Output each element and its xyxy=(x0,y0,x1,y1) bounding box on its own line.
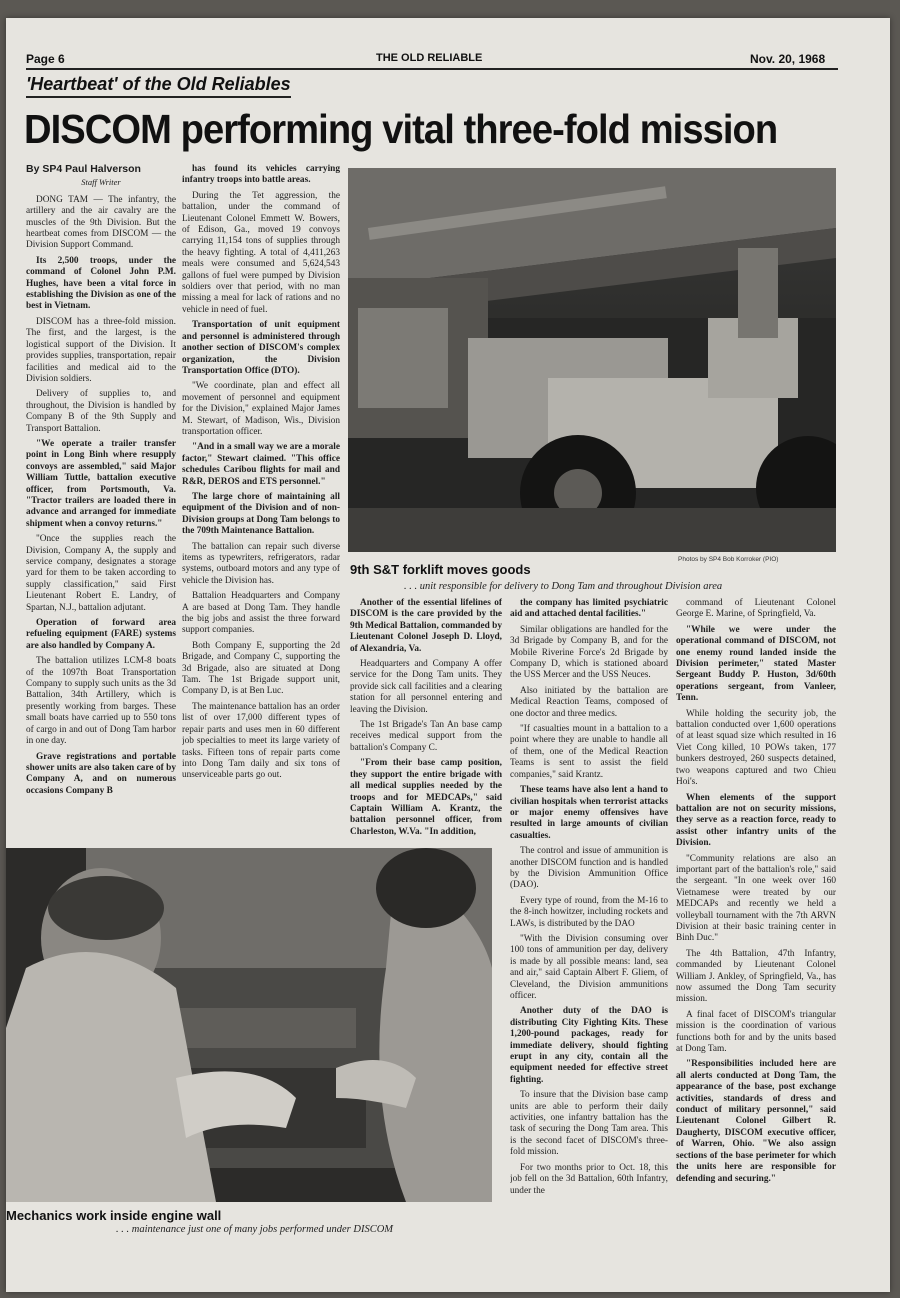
article-paragraph: "We operate a trailer transfer point in Long Binh where resupply convoys are assembled," said Major William Tuttle, battalion executive officer, from Portsmouth, Va. "Tractor trailers are loaded there in advance and arranged for immediate shipment when a convoy returns." xyxy=(26,438,176,529)
issue-date: Nov. 20, 1968 xyxy=(750,52,826,66)
forklift-photo xyxy=(348,168,836,552)
article-paragraph: DONG TAM — The infantry, the artillery and the air cavalry are the muscles of the 9th Division. But the heartbeat comes from DISCOM — the Division Support Command. xyxy=(26,194,176,251)
forklift-image xyxy=(348,168,836,552)
article-paragraph: Delivery of supplies to, and throughout, the Division is handled by Company B of the 9th Supply and Transport Battalion. xyxy=(26,389,176,434)
article-paragraph: The large chore of maintaining all equipment of the Division and of non-Division groups at Dong Tam belongs to the 709th Maintenance Battalion. xyxy=(182,491,340,537)
article-column-4 xyxy=(510,598,668,1268)
header-rule xyxy=(26,68,838,70)
article-paragraph: "Community relations are also an important part of the battalion's role," said the sergeant. "In one week over 160 Vietnamese were treated by our MEDCAPs and recently we held a volleyball tournament with the 7th ARVN Division at their basic training center in Binh Duc." xyxy=(676,853,836,944)
article-paragraph: "Once the supplies reach the Division, Company A, the supply and service company, designates a storage yard for them to be taken according to supply classification," said First Lieutenant Robert E. Landry, of Spartan, N.J., battalion adjutant. xyxy=(26,534,176,613)
article-paragraph: Headquarters and Company A offer service for the Dong Tam units. They provide sick call facilities and a clearing station for all personnel entering and leaving the Division. xyxy=(350,659,502,715)
headline: DISCOM performing vital three-fold mission xyxy=(24,106,778,152)
article-paragraph: For two months prior to Oct. 18, this job fell on the 3d Battalion, 60th Infantry, under the xyxy=(510,1162,668,1196)
article-paragraph: "Responsibilities included here are all alerts conducted at Dong Tam, the appearance of the base, post exchange activities, standards of dress and conduct of military personnel," said Lieutenant Colonel Gilbert R. Daugherty, DISCOM executive officer, of Warren, Ohio. "We also assign sections of the base perimeter for which the units here are responsible for defending and securing." xyxy=(676,1059,836,1184)
article-column-5 xyxy=(676,598,836,1268)
article-paragraph: During the Tet aggression, the battalion, under the command of Lieutenant Colonel Emmett W. Bowers, of Edison, Ga., moved 19 convoys carrying 11,154 tons of supplies through the heavy fighting. A total of 4,411,263 meals were consumed and 5,624,543 gallons of fuel were pumped by Division soldiers over that period, with no man missing a meal for lack of rations and no vehicle in need of fuel. xyxy=(182,190,340,315)
article-paragraph: "And in a small way we are a morale factor," Stewart claimed. "This office schedules Caribou flights for mail and R&R, DEROS and ETS personnel." xyxy=(182,442,340,487)
article-paragraph: A final facet of DISCOM's triangular mission is the coordination of various functions both for and by the units based at Dong Tam. xyxy=(676,1009,836,1055)
page-number: Page 6 xyxy=(26,52,65,66)
article-paragraph: When elements of the support battalion are not on security missions, they serve as a reaction force, ready to assist other infantry units of the Division. xyxy=(676,792,836,849)
photo-credit: Photos by SP4 Bob Korroker (PIO) xyxy=(678,556,779,563)
article-paragraph: command of Lieutenant Colonel George E. Marine, of Springfield, Va. xyxy=(676,598,836,620)
article-paragraph: These teams have also lent a hand to civilian hospitals when terrorist attacks or major enemy offensives have resulted in large amounts of civilian casualties. xyxy=(510,785,668,841)
article-paragraph: Its 2,500 troops, under the command of Colonel John P.M. Hughes, have been a vital force in establishing the Division as one of the best in Vietnam. xyxy=(26,255,176,312)
article-paragraph: To insure that the Division base camp units are able to perform their daily activities, one infantry battalion has the task of securing the Dong Tam area. This is the second facet of DISCOM's three-fold mission. xyxy=(510,1090,668,1158)
article-paragraph: the company has limited psychiatric aid and attached dental facilities." xyxy=(510,598,668,620)
article-paragraph: "We coordinate, plan and effect all movement of personnel and equipment for the Division," explained Major James M. Stewart, of Madison, Wis., Division transportation officer. xyxy=(182,381,340,437)
article-paragraph: Operation of forward area refueling equipment (FARE) systems are also handled by Company A. xyxy=(26,618,176,651)
article-paragraph: Also initiated by the battalion are Medical Reaction Teams, composed of one doctor and three medics. xyxy=(510,685,668,719)
article-paragraph: The battalion utilizes LCM-8 boats of the 1097th Boat Transportation Company to supply such units as the 3d Battalion, 34th Artillery, which is presently working from barges. These small boats have carried up to 550 tons of cargo in and out of Dong Tam harbor in one day. xyxy=(26,656,176,747)
article-paragraph: "If casualties mount in a battalion to a point where they are unable to handle all of them, one of the Medical Reaction Teams is sent to assist the field companies," said Krantz. xyxy=(510,724,668,780)
mechanics-caption-title: Mechanics work inside engine wall xyxy=(6,1208,222,1223)
article-paragraph: The battalion can repair such diverse items as typewriters, refrigerators, radar systems, outboard motors and any type of vehicle the Division has. xyxy=(182,541,340,586)
article-column-2 xyxy=(182,164,340,850)
article-paragraph: Both Company E, supporting the 2d Brigade, and Company C, supporting the 3d Brigade, also are situated at Dong Tam. The 1st Brigade support unit, Company D, is at Ben Luc. xyxy=(182,640,340,697)
article-paragraph: "With the Division consuming over 100 tons of ammunition per day, delivery is made by all possible means: land, sea and air," said Captain Albert F. Gliem, of Cleveland, the Division ammunitions officer. xyxy=(510,933,668,1001)
newspaper-name: THE OLD RELIABLE xyxy=(376,52,483,64)
kicker: 'Heartbeat' of the Old Reliables xyxy=(26,74,291,98)
article-paragraph: Grave registrations and portable shower units are also taken care of by Company A, and on numerous occasions Company B xyxy=(26,751,176,796)
article-paragraph: Similar obligations are handled for the 3d Brigade by Company B, and for the Mobile Riverine Force's 2d Brigade by Company D, which is stationed aboard the USS Mercer and the USS Neuces. xyxy=(510,624,668,681)
forklift-caption-subtitle: . . . unit responsible for delivery to Dong Tam and throughout Division area xyxy=(404,581,723,592)
article-paragraph: Transportation of unit equipment and personnel is administered through another section of DISCOM's complex organization, the Division Transportation Office (DTO). xyxy=(182,320,340,376)
article-paragraph: "While we were under the operational command of DISCOM, not one enemy round landed inside the Division perimeter," stated Master Sergeant Buddy P. Huston, 3d/60th operations sergeant, from Vanleer, Tenn. xyxy=(676,624,836,704)
article-paragraph: The maintenance battalion has an order list of over 17,000 different types of repair parts and uses men in 60 different job specialties to meet its large variety of tasks. Fifteen tons of repair parts come into Dong Tam daily and six tons of unserviceable parts go out. xyxy=(182,701,340,781)
article-paragraph: Another duty of the DAO is distributing City Fighting Kits. These 1,200-pound packages, ready for immediate delivery, should fighting erupt in any city, contain all the equipment needed for effective street fighting. xyxy=(510,1006,668,1085)
article-paragraph: The 1st Brigade's Tan An base camp receives medical support from the battalion's Company C. xyxy=(350,720,502,753)
newspaper-page xyxy=(6,18,890,1292)
article-paragraph: "From their base camp position, they support the entire brigade with all medical supplies needed by the troops and for MEDCAPs," said Captain William A. Krantz, the battalion personnel officer, from Charleston, W.Va. "In addition, xyxy=(350,758,502,837)
mechanics-image xyxy=(6,848,492,1202)
article-paragraph: Every type of round, from the M-16 to the 8-inch howitzer, including rockets and LAWs, is distributed by the DAO xyxy=(510,895,668,929)
mechanics-photo xyxy=(6,848,492,1202)
article-paragraph: The 4th Battalion, 47th Infantry, commanded by Lieutenant Colonel William J. Ankley, of Springfield, Va., has now assumed the Dong Tam security mission. xyxy=(676,948,836,1005)
mechanics-caption-subtitle: . . . maintenance just one of many jobs performed under DISCOM xyxy=(116,1224,394,1235)
article-paragraph: DISCOM has a three-fold mission. The first, and the largest, is the logistical support of the Division. It provides supplies, transportation, repair facilities and medical aid to the Division soldiers. xyxy=(26,316,176,384)
article-paragraph: Battalion Headquarters and Company A are based at Dong Tam. They handle the big jobs and assist the three forward support companies. xyxy=(182,591,340,636)
byline-role: Staff Writer xyxy=(81,177,121,188)
byline: By SP4 Paul Halverson xyxy=(26,164,141,175)
article-column-1 xyxy=(26,164,176,850)
article-paragraph: Another of the essential lifelines of DISCOM is the care provided by the 9th Medical Battalion, commanded by Lieutenant Colonel Joseph D. Lloyd, of Alexandria, Va. xyxy=(350,598,502,654)
article-column-3 xyxy=(350,598,502,844)
article-paragraph: The control and issue of ammunition is another DISCOM function and is handled by the Division Ammunition Office (DAO). xyxy=(510,846,668,891)
article-paragraph: has found its vehicles carrying infantry troops into battle areas. xyxy=(182,164,340,186)
article-paragraph: While holding the security job, the battalion conducted over 1,600 operations of at least squad size which resulted in 16 Viet Cong killed, 10 POWs taken, 177 bunkers destroyed, 260 suspects detained, two weapons captured and two Chieu Hoi's. xyxy=(676,708,836,788)
forklift-caption-title: 9th S&T forklift moves goods xyxy=(350,562,531,577)
